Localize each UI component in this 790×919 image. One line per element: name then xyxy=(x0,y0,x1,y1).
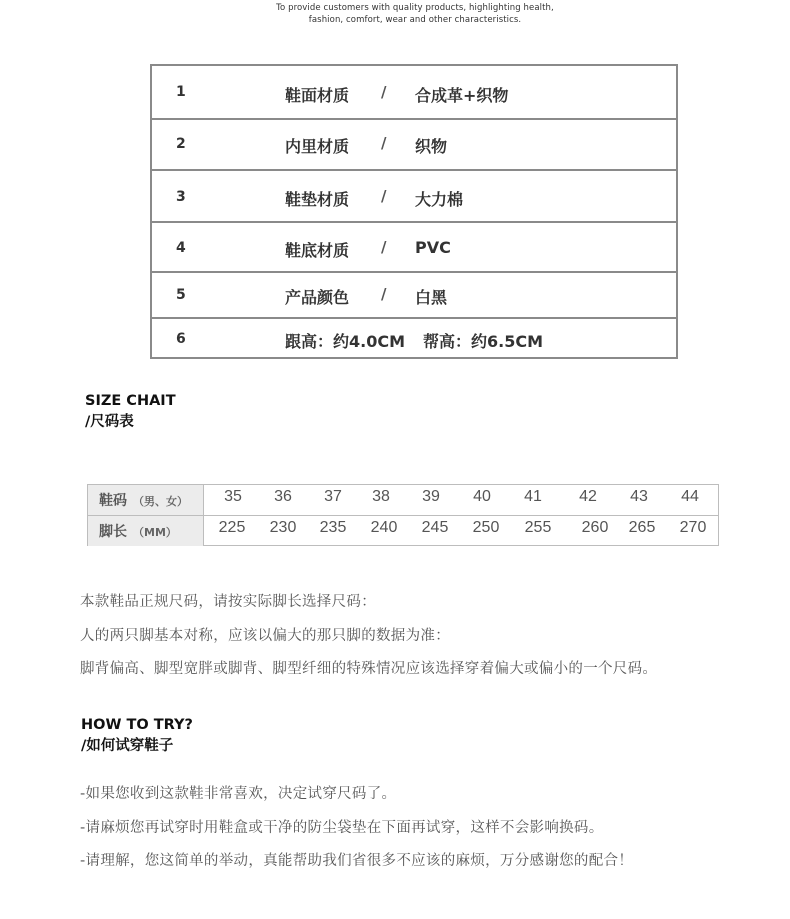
spec-value: 织物 xyxy=(415,137,448,156)
spec-label: 鞋面材质 xyxy=(285,86,350,105)
size-chart-heading-en: SIZE CHAIT xyxy=(85,393,176,409)
spec-separator: / xyxy=(381,238,387,256)
length-cell: 250 xyxy=(472,519,500,536)
spec-height-values xyxy=(285,329,543,352)
spec-row-6 xyxy=(152,319,676,359)
sizing-note: 本款鞋品正规尺码，请按实际脚长选择尺码： xyxy=(80,594,376,610)
foot-length-row-header xyxy=(88,516,204,546)
intro-line-2: fashion, comfort, wear and other characteristics. xyxy=(308,15,522,25)
spec-row-4 xyxy=(152,223,676,273)
size-row-header xyxy=(88,485,204,515)
spec-number: 4 xyxy=(176,240,186,256)
length-cell: 270 xyxy=(679,519,707,536)
size-chart-heading-cn: /尺码表 xyxy=(85,414,134,430)
foot-length-sub: （MM） xyxy=(133,526,177,539)
size-cell: 35 xyxy=(224,488,242,505)
spec-table xyxy=(150,64,678,359)
length-cell: 255 xyxy=(524,519,552,536)
foot-length-label: 脚长 xyxy=(99,524,127,540)
length-cell: 225 xyxy=(218,519,246,536)
size-cell: 43 xyxy=(630,488,648,505)
spec-number: 3 xyxy=(176,189,186,205)
size-cell: 41 xyxy=(524,488,542,505)
length-cell: 260 xyxy=(581,519,609,536)
spec-label: 鞋底材质 xyxy=(285,241,350,260)
spec-separator: / xyxy=(381,285,387,303)
sizing-note: 人的两只脚基本对称，应该以偏大的那只脚的数据为准： xyxy=(80,628,450,644)
intro-text xyxy=(0,2,790,26)
how-to-try-heading-cn: /如何试穿鞋子 xyxy=(81,738,174,754)
length-cell: 265 xyxy=(628,519,656,536)
spec-value: 大力棉 xyxy=(415,190,464,209)
upper-height: 帮高：约6.5CM xyxy=(423,332,544,351)
size-cell: 40 xyxy=(473,488,491,505)
try-note: -如果您收到这款鞋非常喜欢，决定试穿尺码了。 xyxy=(80,786,397,802)
foot-length-row xyxy=(88,516,718,546)
intro-line-1: To provide customers with quality products, highlighting health, xyxy=(276,3,554,13)
spec-separator: / xyxy=(381,83,387,101)
spec-number: 2 xyxy=(176,136,186,152)
spec-number: 5 xyxy=(176,287,186,303)
spec-label: 产品颜色 xyxy=(285,288,350,307)
spec-row-3 xyxy=(152,171,676,223)
size-table xyxy=(87,484,719,546)
spec-label: 鞋垫材质 xyxy=(285,190,350,209)
try-note: -请麻烦您再试穿时用鞋盒或干净的防尘袋垫在下面再试穿，这样不会影响换码。 xyxy=(80,820,604,836)
spec-row-1 xyxy=(152,66,676,120)
spec-row-5 xyxy=(152,273,676,319)
heel-height: 跟高：约4.0CM xyxy=(285,332,406,351)
size-cell: 37 xyxy=(324,488,342,505)
spec-separator: / xyxy=(381,134,387,152)
size-cell: 42 xyxy=(579,488,597,505)
size-cell: 44 xyxy=(681,488,699,505)
size-cell: 39 xyxy=(422,488,440,505)
how-to-try-heading xyxy=(81,715,193,757)
spec-label: 内里材质 xyxy=(285,137,350,156)
size-cell: 36 xyxy=(274,488,292,505)
spec-number: 1 xyxy=(176,84,186,100)
length-cell: 230 xyxy=(269,519,297,536)
sizing-note: 脚背偏高、脚型宽胖或脚背、脚型纤细的特殊情况应该选择穿着偏大或偏小的一个尺码。 xyxy=(80,661,658,677)
spec-number: 6 xyxy=(176,331,186,347)
size-header-label: 鞋码 xyxy=(99,493,127,509)
try-note: -请理解，您这简单的举动，真能帮助我们省很多不应该的麻烦，万分感谢您的配合！ xyxy=(80,853,634,869)
spec-value: PVC xyxy=(415,238,451,257)
length-cell: 245 xyxy=(421,519,449,536)
size-header-sub: （男、女） xyxy=(133,495,188,508)
size-cell: 38 xyxy=(372,488,390,505)
spec-row-2 xyxy=(152,120,676,171)
spec-separator: / xyxy=(381,187,387,205)
size-row xyxy=(88,485,718,516)
how-to-try-heading-en: HOW TO TRY? xyxy=(81,717,193,733)
spec-value: 合成革+织物 xyxy=(415,86,509,105)
length-cell: 235 xyxy=(319,519,347,536)
spec-value: 白黑 xyxy=(415,288,448,307)
length-cell: 240 xyxy=(370,519,398,536)
size-chart-heading xyxy=(85,391,176,433)
